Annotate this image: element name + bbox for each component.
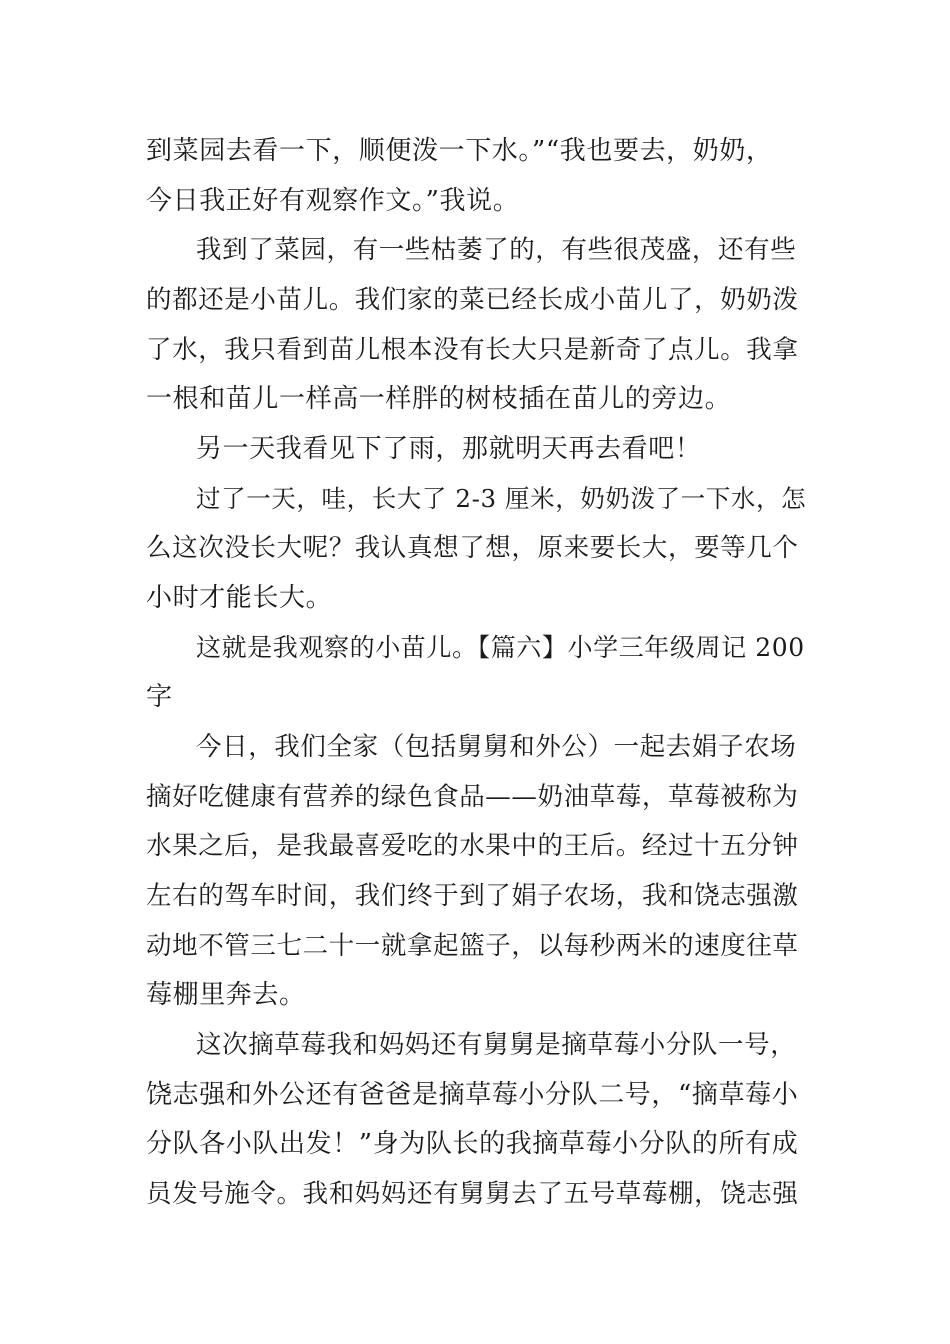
text-line: 莓棚里奔去。	[146, 980, 306, 1010]
text-line: 一根和苗儿一样高一样胖的树枝插在苗儿的旁边。	[146, 384, 732, 414]
paragraph-start-line: 这就是我观察的小苗儿。【篇六】小学三年级周记 200	[196, 633, 805, 662]
text-line: 员发号施令。我和妈妈还有舅舅去了五号草莓棚，饶志强	[146, 1179, 799, 1209]
text-line: 小时才能长大。	[146, 583, 333, 613]
paragraph-start-line: 过了一天，哇，长大了 2-3 厘米，奶奶泼了一下水，怎	[196, 484, 807, 513]
text-line: 到菜园去看一下，顺便泼一下水。”“我也要去，奶奶，	[146, 136, 773, 166]
paragraph-start-line: 另一天我看见下了雨，那就明天再去看吧！	[196, 434, 702, 464]
text-line: 左右的驾车时间，我们终于到了娟子农场，我和饶志强激	[146, 881, 799, 911]
paragraph-start-line: 今日，我们全家（包括舅舅和外公）一起去娟子农场	[196, 732, 797, 762]
text-line: 了水，我只看到苗儿根本没有长大只是新奇了点儿。我拿	[146, 335, 799, 365]
text-line: 的都还是小苗儿。我们家的菜已经长成小苗儿了，奶奶泼	[146, 285, 799, 315]
text-line: 水果之后，是我最喜爱吃的水果中的王后。经过十五分钟	[146, 831, 799, 861]
text-line: 么这次没长大呢？我认真想了想，原来要长大，要等几个	[146, 533, 799, 563]
text-line: 动地不管三七二十一就拿起篮子，以每秒两米的速度往草	[146, 931, 799, 961]
text-line: 摘好吃健康有营养的绿色食品——奶油草莓，草莓被称为	[146, 782, 799, 812]
text-line: 字	[146, 682, 173, 712]
text-line: 分队各小队出发！”身为队长的我摘草莓小分队的所有成	[146, 1129, 799, 1159]
text-line: 饶志强和外公还有爸爸是摘草莓小分队二号，“摘草莓小	[146, 1080, 799, 1110]
paragraph-start-line: 这次摘草莓我和妈妈还有舅舅是摘草莓小分队一号，	[196, 1030, 797, 1060]
paragraph-start-line: 我到了菜园，有一些枯萎了的，有些很茂盛，还有些	[196, 235, 797, 265]
text-line: 今日我正好有观察作文。”我说。	[146, 186, 520, 216]
